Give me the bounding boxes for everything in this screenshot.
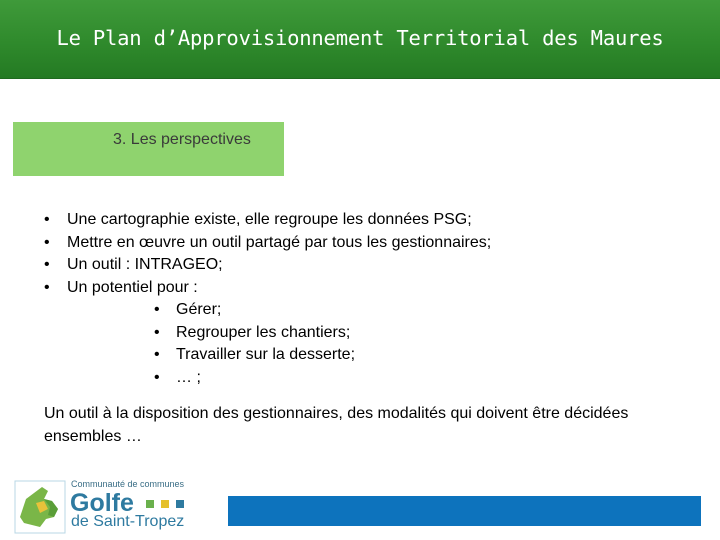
- logo-square-yellow: [161, 500, 169, 508]
- bullet-item: [44, 254, 491, 277]
- sub-bullet-item: [44, 322, 491, 345]
- bullet-dot: •: [154, 323, 160, 341]
- bullet-text: Mettre en œuvre un outil partagé par tous les gestionnaires;: [67, 233, 492, 251]
- bullet-dot: •: [154, 368, 160, 386]
- bullet-list: [44, 209, 491, 389]
- bullet-dot: •: [44, 211, 50, 228]
- sub-bullet-item: [44, 344, 491, 367]
- sub-bullet-text: Gérer;: [176, 301, 222, 318]
- logo-line3: de Saint-Tropez: [71, 513, 185, 530]
- logo-square-blue: [176, 500, 184, 508]
- bullet-item: [44, 277, 491, 300]
- sub-bullet-item: [44, 299, 491, 322]
- bullet-dot: •: [44, 233, 50, 251]
- sub-bullet-text: … ;: [176, 368, 201, 386]
- logo-square-green: [146, 500, 154, 508]
- bullet-dot: •: [44, 256, 50, 273]
- bullet-text: Un outil : INTRAGEO;: [67, 256, 223, 273]
- bullet-text: Un potentiel pour :: [67, 278, 198, 296]
- conclusion-text: Un outil à la disposition des gestionnaires, des modalités qui doivent être décidées ensembles …: [44, 405, 629, 445]
- sub-bullet-list: [44, 299, 491, 389]
- section-heading-box: [13, 122, 284, 176]
- logo-line1: Communauté de communes: [71, 479, 185, 489]
- bullet-dot: •: [154, 346, 160, 363]
- sub-bullet-container: [44, 299, 491, 389]
- bullet-item: [44, 232, 491, 255]
- bullet-dot: •: [44, 278, 50, 296]
- sub-bullet-text: Travailler sur la desserte;: [176, 346, 356, 363]
- footer-blue-bar: [228, 496, 701, 526]
- bullet-dot: •: [154, 301, 160, 318]
- slide-title: Le Plan d’Approvisionnement Territorial des Maures: [56, 26, 664, 50]
- sub-bullet-text: Regrouper les chantiers;: [176, 323, 351, 341]
- map-icon: [14, 479, 66, 535]
- bullet-text: Une cartographie existe, elle regroupe les données PSG;: [67, 211, 472, 228]
- community-logo: [14, 479, 204, 535]
- title-bar: [0, 0, 720, 79]
- section-heading: 3. Les perspectives: [113, 131, 251, 148]
- sub-bullet-item: [44, 367, 491, 390]
- bullet-item: [44, 209, 491, 232]
- logo-line2: Golfe: [70, 489, 134, 517]
